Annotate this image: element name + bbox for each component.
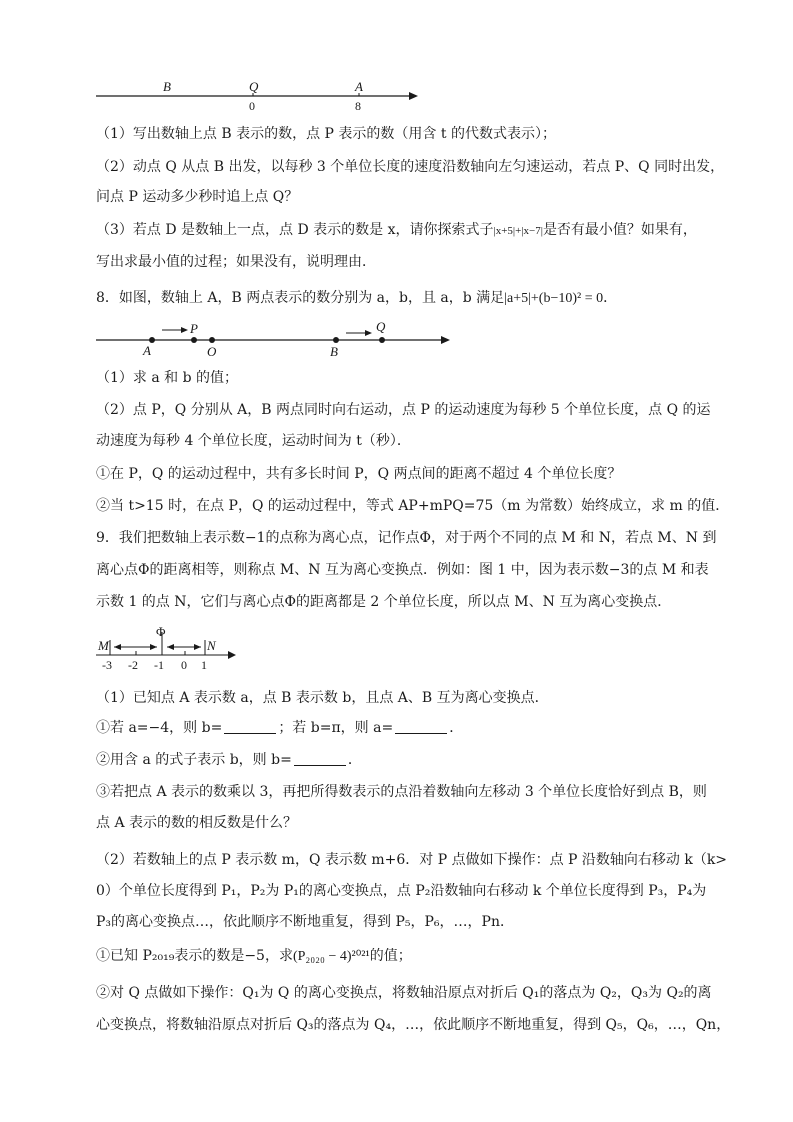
q9-part2-subq2-line2: 心变换点，将数轴沿原点对折后 Q₃的落点为 Q₄，…，依此顺序不断地重复，得到 Q₅，Q₆，…，Qn， <box>96 1017 731 1033</box>
q9-subq1-end: ． <box>449 720 464 736</box>
tick-8: 8 <box>355 99 361 113</box>
label-N: N <box>207 638 216 653</box>
label-O: O <box>207 344 217 359</box>
q9-subq1-text1: ①若 a=−4，则 b= <box>96 720 223 736</box>
tick-label: -3 <box>102 658 112 672</box>
tick-label: 1 <box>201 658 207 672</box>
arrow-right-icon <box>194 644 201 650</box>
label-B: B <box>163 79 171 94</box>
q9-subq2-end: ． <box>347 752 362 768</box>
q9-subq1-text2: ；若 b=π，则 a= <box>278 720 394 736</box>
q8-subq2: ②当 t>15 时，在点 P，Q 的运动过程中，等式 AP+mPQ=75（m 为常数）始终成立，求 m 的值． <box>96 498 730 514</box>
q7-abs-expression: |x+5|+|x−7| <box>493 225 543 237</box>
q9-subq2-text: ②用含 a 的式子表示 b，则 b= <box>96 752 292 768</box>
q9-part2-subq1-text: ①已知 P₂₀₁₉表示的数是−5，求 <box>96 948 293 964</box>
q8-part2-line1: （2）点 P，Q 分别从 A，B 两点同时向右运动，点 P 的运动速度为每秒 5 个单位长度，点 Q 的运 <box>96 402 711 418</box>
tick-label: -1 <box>154 658 164 672</box>
q8-subq1: ①在 P，Q 的运动过程中，共有多长时间 P，Q 两点间的距离不超过 4 个单位长度？ <box>96 466 622 482</box>
q7-part3-text2: 是否有最小值？如果有， <box>542 222 697 238</box>
q9-subq2 <box>96 750 362 770</box>
tick-0: 0 <box>249 99 255 113</box>
answer-blank[interactable] <box>294 751 346 766</box>
q7-part1: （1）写出数轴上点 B 表示的数，点 P 表示的数（用含 t 的代数式表示）； <box>96 126 556 142</box>
label-P: P <box>190 321 198 336</box>
arrow-right-icon <box>150 644 157 650</box>
answer-blank[interactable] <box>395 719 447 734</box>
label-Q: Q <box>249 79 259 94</box>
q8-stem-text: 8．如图，数轴上 A，B 两点表示的数分别为 a，b，且 a，b 满足 <box>96 290 505 306</box>
q9-stem-line1: 9．我们把数轴上表示数−1的点称为离心点，记作点Φ，对于两个不同的点 M 和 N，若点 M、N 到 <box>96 530 717 546</box>
q9-part2-subq1 <box>96 946 412 967</box>
q9-subq3-line2: 点 A 表示的数的相反数是什么？ <box>96 815 298 831</box>
q9-part2-subq2-line1: ②对 Q 点做如下操作：Q₁为 Q 的离心变换点，将数轴沿原点对折后 Q₁的落点为 Q₂，Q₃为 Q₂的离 <box>96 985 712 1001</box>
label-A: A <box>143 343 151 358</box>
q9-part2-subq1-end: 的值； <box>369 948 412 964</box>
q8-part2-line2: 动速度为每秒 4 个单位长度，运动时间为 t（秒）． <box>96 433 411 449</box>
q8-condition-expression: |a+5|+(b−10)² = 0． <box>504 291 618 306</box>
q7-part3-text: （3）若点 D 是数轴上一点，点 D 表示的数是 x，请你探索式子 <box>96 222 494 238</box>
q7-part2-line1: （2）动点 Q 从点 B 出发，以每秒 3 个单位长度的速度沿数轴向左匀速运动，若点 P、Q 同时出发， <box>96 159 725 175</box>
q9-part1: （1）已知点 A 表示数 a，点 B 表示数 b，且点 A、B 互为离心变换点． <box>96 690 549 706</box>
q9-subq1 <box>96 718 463 738</box>
q7-part3-line2: 写出求最小值的过程；如果没有，说明理由． <box>96 254 376 270</box>
q9-part2-line1: （2）若数轴上的点 P 表示数 m，Q 表示数 m+6．对 P 点做如下操作：点 P 沿数轴向右移动 k（k> <box>96 852 728 868</box>
answer-blank[interactable] <box>224 719 276 734</box>
q9-subq3-line1: ③若把点 A 表示的数乘以 3，再把所得数表示的点沿着数轴向左移动 3 个单位长度恰好到点 B，则 <box>96 784 707 800</box>
label-Q: Q <box>376 319 386 334</box>
arrow-left-icon <box>114 644 121 650</box>
q9-part2-line3: P₃的离心变换点…，依此顺序不断地重复，得到 P₅，P₆，…，Pn． <box>96 914 514 930</box>
label-M: M <box>98 638 109 653</box>
label-B: B <box>330 344 338 359</box>
label-A: A <box>355 79 363 94</box>
arrow-left-icon <box>167 644 174 650</box>
label-Phi: Φ <box>156 624 166 639</box>
q8-part1: （1）求 a 和 b 的值； <box>96 370 239 386</box>
q9-power-expression: (P₂₀₂₀ − 4)²⁰²¹ <box>292 949 370 964</box>
tick-label: -2 <box>128 658 138 672</box>
q9-stem-line2: 离心点Φ的距离相等，则称点 M、N 互为离心变换点．例如：图 1 中，因为表示数−3的点 M 和表 <box>96 562 709 578</box>
q7-part2-line2: 问点 P 运动多少秒时追上点 Q？ <box>96 189 299 205</box>
q9-stem-line3: 示数 1 的点 N，它们与离心点Φ的距离都是 2 个单位长度，所以点 M、N 互为离心变换点． <box>96 594 672 610</box>
q9-part2-line2: 0）个单位长度得到 P₁，P₂为 P₁的离心变换点，点 P₂沿数轴向右移动 k 个单位长度得到 P₃，P₄为 <box>96 883 707 899</box>
tick-label: 0 <box>181 658 187 672</box>
